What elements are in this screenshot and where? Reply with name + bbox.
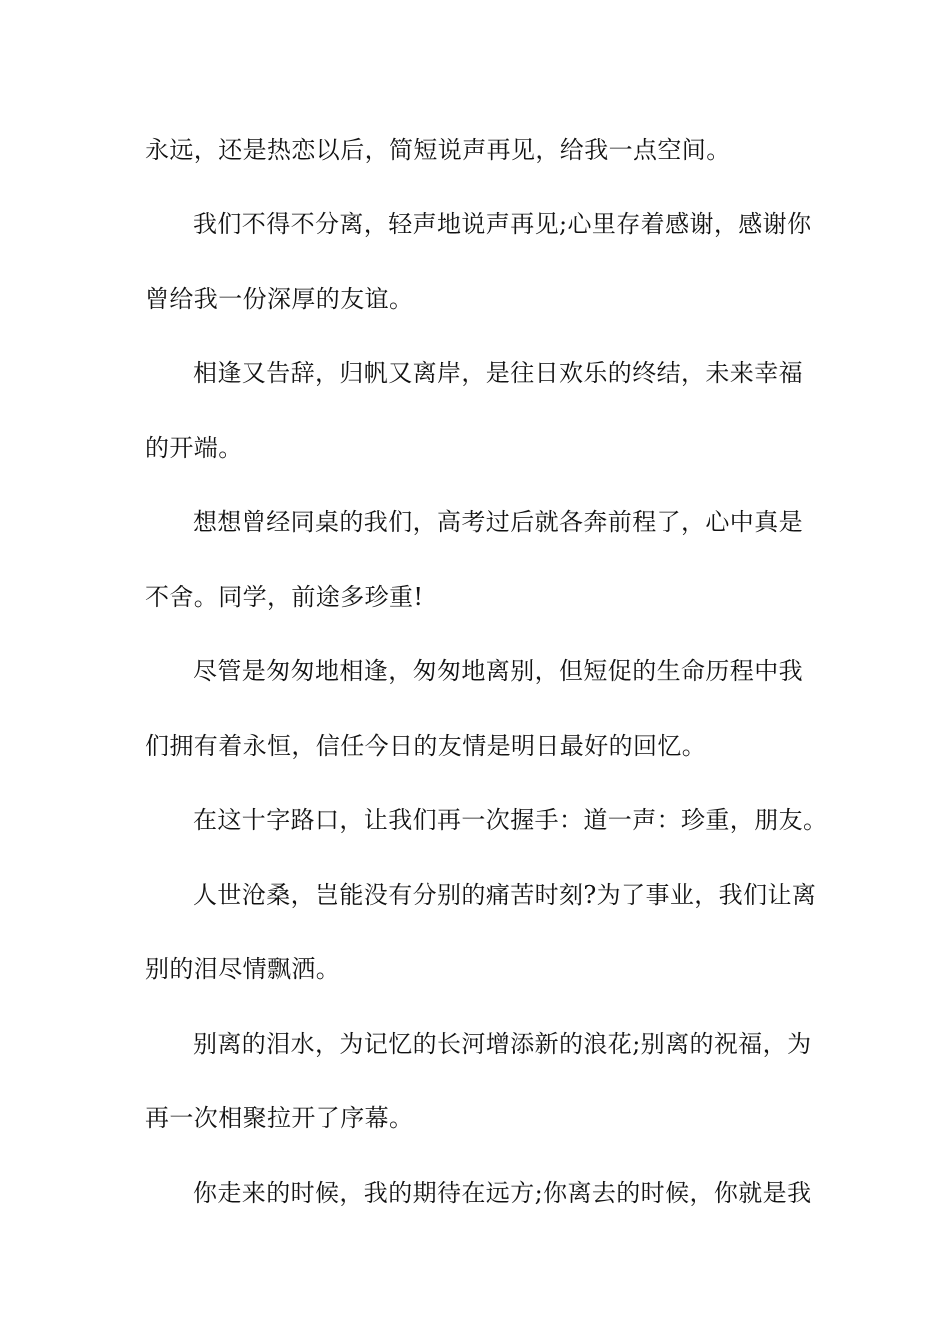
text-line: 在这十字路口，让我们再一次握手：道一声：珍重，朋友。: [193, 806, 828, 834]
text-line: 我们不得不分离，轻声地说声再见;心里存着感谢，感谢你: [193, 210, 812, 238]
text-line: 不舍。同学，前途多珍重!: [145, 583, 424, 611]
text-line: 相逢又告辞，归帆又离岸，是往日欢乐的终结，未来幸福: [193, 359, 803, 387]
text-line: 想想曾经同桌的我们，高考过后就各奔前程了，心中真是: [193, 508, 803, 536]
text-line: 曾给我一份深厚的友谊。: [145, 285, 414, 313]
text-line: 们拥有着永恒，信任今日的友情是明日最好的回忆。: [145, 732, 707, 760]
text-line: 尽管是匆匆地相逢，匆匆地离别，但短促的生命历程中我: [193, 657, 803, 685]
text-line: 别离的泪水，为记忆的长河增添新的浪花;别离的祝福，为: [193, 1030, 812, 1058]
text-line: 的开端。: [145, 434, 243, 462]
text-line: 人世沧桑，岂能没有分别的痛苦时刻?为了事业，我们让离: [193, 881, 817, 909]
text-line: 别的泪尽情飘洒。: [145, 955, 341, 983]
text-line: 再一次相聚拉开了序幕。: [145, 1104, 414, 1132]
text-line: 永远，还是热恋以后，简短说声再见，给我一点空间。: [145, 136, 731, 164]
text-line: 你走来的时候，我的期待在远方;你离去的时候，你就是我: [193, 1179, 812, 1207]
